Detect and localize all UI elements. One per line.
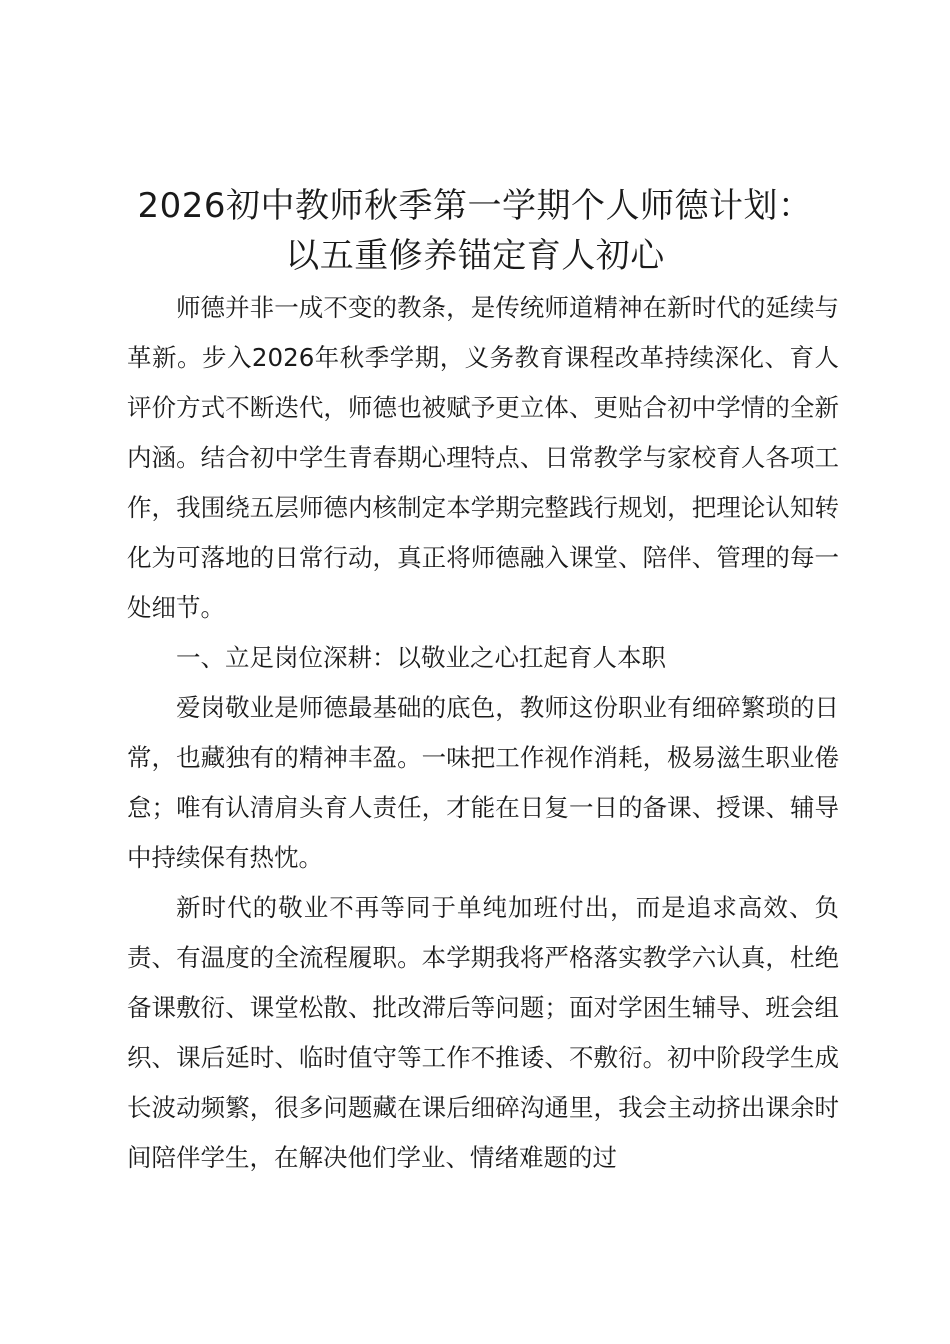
document-title-line-1: 2026初中教师秋季第一学期个人师德计划： [137, 186, 813, 226]
body-paragraph: 爱岗敬业是师德最基础的底色，教师这份职业有细碎繁琐的日常，也藏独有的精神丰盈。一味把工作视作消耗，极易滋生职业倦怠；唯有认清肩头育人责任，才能在日复一日的备课、授课、辅导中持续保有热忱。 [127, 693, 839, 872]
document-body [127, 283, 839, 1183]
document-title-line-2: 以五重修养锚定育人初心 [285, 236, 665, 276]
intro-paragraph: 师德并非一成不变的教条，是传统师道精神在新时代的延续与革新。步入2026年秋季学期，义务教育课程改革持续深化、育人评价方式不断迭代，师德也被赋予更立体、更贴合初中学情的全新内涵。结合初中学生青春期心理特点、日常教学与家校育人各项工作，我围绕五层师德内核制定本学期完整践行规划，把理论认知转化为可落地的日常行动，真正将师德融入课堂、陪伴、管理的每一处细节。 [127, 293, 839, 622]
section-heading: 一、立足岗位深耕：以敬业之心扛起育人本职 [176, 643, 666, 672]
body-paragraph: 新时代的敬业不再等同于单纯加班付出，而是追求高效、负责、有温度的全流程履职。本学期我将严格落实教学六认真，杜绝备课敷衍、课堂松散、批改滞后等问题；面对学困生辅导、班会组织、课后延时、临时值守等工作不推诿、不敷衍。初中阶段学生成长波动频繁，很多问题藏在课后细碎沟通里，我会主动挤出课余时间陪伴学生，在解决他们学业、情绪难题的过 [127, 893, 839, 1172]
